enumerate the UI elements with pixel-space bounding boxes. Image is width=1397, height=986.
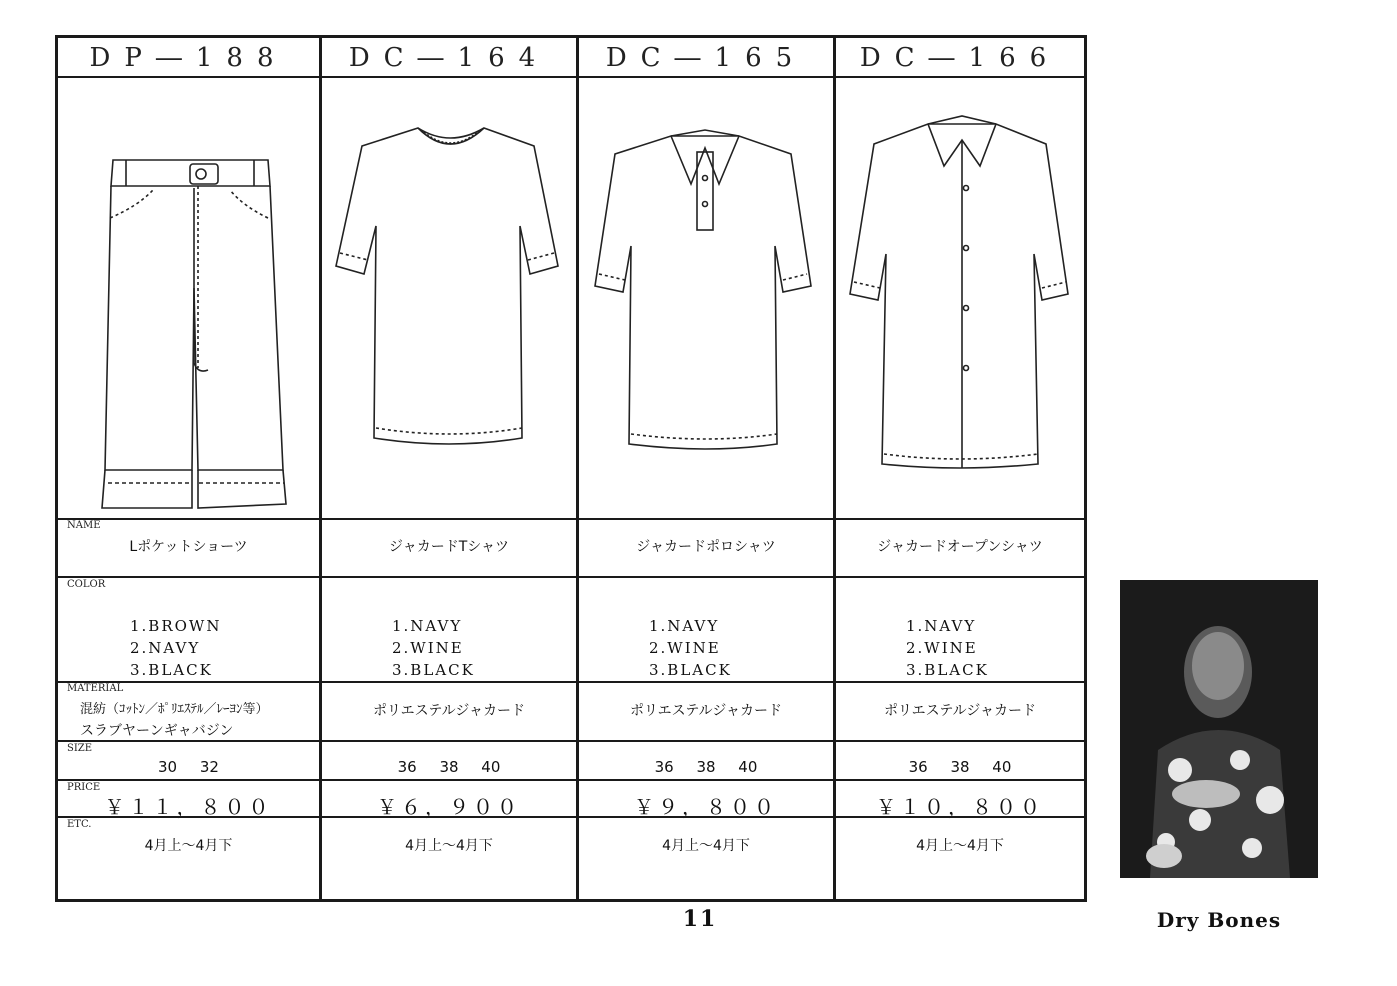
product-column-dc165 — [576, 38, 833, 899]
size-list: 36 38 40 — [654, 758, 758, 776]
color-list — [392, 615, 475, 681]
delivery-period: 4月上～4月下 — [916, 838, 1004, 854]
color-list — [649, 615, 732, 681]
size-list: 30 32 — [158, 758, 219, 776]
product-column-dc164 — [319, 38, 576, 899]
product-column-dc166 — [833, 38, 1084, 899]
material-label: MATERIAL — [67, 683, 124, 694]
product-price: ￥６，９００ — [377, 795, 521, 819]
size-list: 36 38 40 — [908, 758, 1012, 776]
color-option: 3.BLACK — [906, 661, 989, 679]
color-option: 1.NAVY — [649, 617, 720, 635]
color-option: 2.WINE — [392, 639, 464, 657]
shorts-sketch — [58, 78, 319, 518]
etc-label: ETC. — [67, 819, 92, 830]
color-option: 2.NAVY — [130, 639, 201, 657]
product-price: ￥１１，８００ — [104, 795, 273, 819]
tshirt-sketch — [322, 78, 576, 518]
color-option: 3.BLACK — [649, 661, 732, 679]
color-option: 3.BLACK — [130, 661, 213, 679]
product-price: ￥１０，８００ — [876, 795, 1044, 819]
product-name: ジャカードTシャツ — [389, 539, 509, 555]
product-name: Lポケットショーツ — [129, 539, 248, 555]
material-line1: ポリエステルジャカード — [372, 703, 526, 719]
color-option: 1.NAVY — [392, 617, 463, 635]
man-in-aloha-shirt-photo — [1120, 580, 1318, 878]
delivery-period: 4月上～4月下 — [144, 838, 233, 854]
product-code: DP―188 — [58, 38, 319, 78]
delivery-period: 4月上～4月下 — [662, 838, 750, 854]
material-line1: ポリエステルジャカード — [629, 703, 783, 719]
material-line2: スラブヤーンギャバジン — [80, 723, 234, 739]
material-line1: 混紡（ｺｯﾄﾝ／ﾎﾟﾘｴｽﾃﾙ／ﾚｰﾖﾝ等） — [80, 702, 269, 717]
catalog-table — [55, 35, 1087, 902]
open-shirt-sketch — [836, 78, 1084, 518]
product-name: ジャカードポロシャツ — [636, 539, 776, 555]
size-list: 36 38 40 — [397, 758, 501, 776]
color-option: 1.BROWN — [130, 617, 222, 635]
color-list — [130, 615, 221, 681]
color-label: COLOR — [67, 579, 106, 590]
product-price: ￥９，８００ — [634, 795, 778, 819]
delivery-period: 4月上～4月下 — [405, 838, 493, 854]
color-option: 2.WINE — [649, 639, 721, 657]
color-option: 3.BLACK — [392, 661, 475, 679]
color-option: 1.NAVY — [906, 617, 977, 635]
product-code: DC―166 — [836, 38, 1084, 78]
polo-shirt-sketch — [579, 78, 833, 518]
brand-name: Dry Bones — [1156, 908, 1282, 932]
product-code: DC―164 — [322, 38, 576, 78]
page-number: 11 — [682, 906, 718, 932]
product-column-dp188 — [58, 38, 319, 899]
material-line1: ポリエステルジャカード — [883, 703, 1037, 719]
product-code: DC―165 — [579, 38, 833, 78]
product-name: ジャカードオープンシャツ — [877, 539, 1043, 555]
price-label: PRICE — [67, 782, 101, 793]
color-option: 2.WINE — [906, 639, 978, 657]
size-label: SIZE — [67, 743, 93, 754]
color-list — [906, 615, 989, 681]
name-label: NAME — [67, 520, 101, 531]
